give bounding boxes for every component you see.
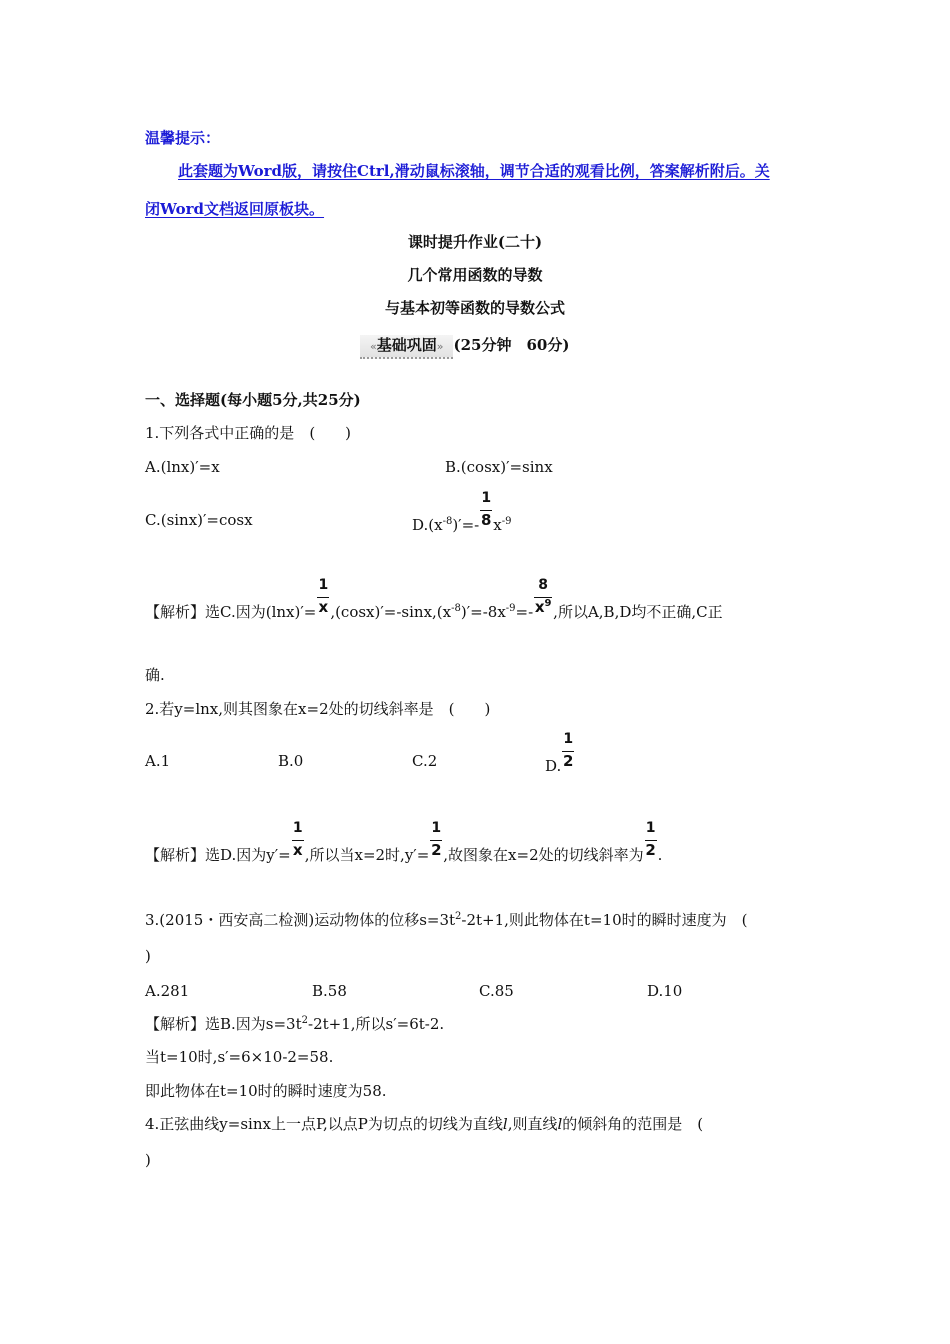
badge-left-mark: «: [370, 340, 377, 353]
q1-option-d: $D.(x^{-8})'=-$ $\frac{1}{8}$ $x^{-9}$: [412, 490, 512, 534]
header-title-1: 课时提升作业(二十): [407, 233, 543, 251]
q3-stem-line-2: ): [145, 947, 151, 965]
q4-stem: 4.正弦曲线y=sinx上一点P,以点P为切点的切线为直线l,则直线l的倾斜角的范围是 (: [145, 1115, 704, 1133]
fraction: $\frac{1}{2}$: [645, 820, 656, 859]
q1-stem: 1.下列各式中正确的是 ( ): [145, 424, 352, 442]
q3-option-b: B.58: [312, 982, 347, 1000]
q3-option-a: A.281: [145, 982, 190, 1000]
fraction: $\frac{1}{2}$: [563, 731, 574, 770]
q4-stem-line-2: ): [145, 1151, 151, 1169]
q2-stem: 2.若y=lnx,则其图象在x=2处的切线斜率是 ( ): [145, 700, 491, 718]
q3-solution-3: 即此物体在t=10时的瞬时速度为58.: [145, 1082, 387, 1100]
notice-line-2: 闭Word文档返回原板块。: [145, 200, 325, 218]
q1-option-b: B.(cosx)′=sinx: [445, 458, 553, 476]
fraction: $\frac{1}{2}$: [431, 820, 442, 859]
basic-consolidation-badge: [360, 335, 453, 359]
q1-solution-line-2: 确.: [145, 666, 165, 684]
badge-label: 基础巩固: [376, 336, 437, 354]
q3-solution-1: 【解析】选B.因为$s=3t^2-2t+1$,所以s′=6t-2.: [145, 1015, 445, 1033]
q2-option-a: A.1: [145, 752, 171, 770]
fraction: $\frac{1}{x}$: [292, 820, 303, 859]
header-title-2: 几个常用函数的导数: [407, 266, 543, 284]
section-heading-row: [360, 335, 569, 359]
q1-option-c: C.(sinx)′=cosx: [145, 511, 253, 529]
q2-option-c: C.2: [412, 752, 438, 770]
q2-option-d: D. $\frac{1}{2}$: [545, 731, 574, 775]
q2-solution: 【解析】选D.因为y′= $\frac{1}{x}$ ,所以当x=2时,y′= $\frac{1}{2}$ ,故图象在x=2处的切线斜率为 $\frac{1}{2}$ .: [145, 820, 663, 864]
time-limit: (25分钟 60分): [453, 336, 570, 354]
fraction: $\frac{1}{8}$: [481, 490, 492, 529]
q1-option-a: A.(lnx)′=x: [145, 458, 220, 476]
q3-option-d: D.10: [647, 982, 683, 1000]
q1-solution: 【解析】选C.因为(lnx)′= $\frac{1}{x}$ $,(\cos x)'=-\sin x,(x^{-8})'=-8x^{-9}=-$ $\frac{8}{x^9}$ ,所以A,B,D均不正确,C正: [145, 577, 723, 621]
notice-line-1: 此套题为Word版，请按住Ctrl,滑动鼠标滚轴，调节合适的观看比例，答案解析附后。关: [178, 162, 770, 180]
badge-right-mark: »: [436, 340, 444, 353]
fraction: $\frac{1}{x}$: [318, 577, 329, 616]
q3-option-c: C.85: [479, 982, 514, 1000]
q3-solution-2: 当t=10时,s′=6×10-2=58.: [145, 1048, 334, 1066]
q3-stem: 3.(2015・西安高二检测)运动物体的位移$s=3t^2-2t+1$,则此物体在t=10时的瞬时速度为 (: [145, 911, 748, 929]
notice-title: 温馨提示：: [145, 129, 221, 147]
section-title: 一、选择题(每小题5分,共25分): [145, 391, 361, 409]
fraction: $\frac{8}{x^9}$: [534, 577, 552, 616]
q2-option-b: B.0: [278, 752, 304, 770]
header-title-3: 与基本初等函数的导数公式: [384, 299, 565, 317]
